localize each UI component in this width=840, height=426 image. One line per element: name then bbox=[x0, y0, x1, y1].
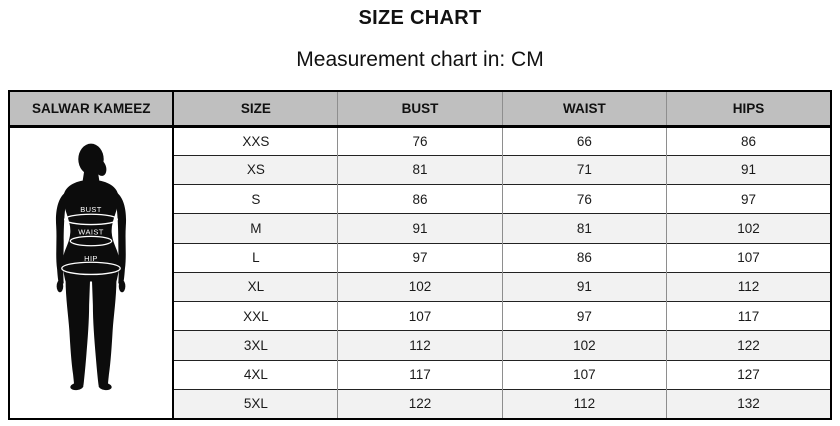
hips-value-cell: 132 bbox=[667, 389, 831, 418]
waist-value-cell: 66 bbox=[502, 126, 666, 155]
hips-value-cell: 117 bbox=[667, 302, 831, 331]
hips-value-cell: 112 bbox=[667, 272, 831, 301]
waist-value-cell: 91 bbox=[502, 272, 666, 301]
hips-value-cell: 91 bbox=[667, 155, 831, 184]
size-cell: M bbox=[173, 214, 337, 243]
size-cell: XXS bbox=[173, 126, 337, 155]
waist-value-cell: 107 bbox=[502, 360, 666, 389]
waist-value-cell: 102 bbox=[502, 331, 666, 360]
hips-value-cell: 107 bbox=[667, 243, 831, 272]
page-title: SIZE CHART bbox=[358, 7, 482, 29]
size-cell: 3XL bbox=[173, 331, 337, 360]
size-cell: S bbox=[173, 185, 337, 214]
bust-value-cell: 86 bbox=[338, 185, 502, 214]
hip-marker-label: HIP bbox=[84, 253, 99, 263]
bust-value-cell: 117 bbox=[338, 360, 502, 389]
hips-value-cell: 97 bbox=[667, 185, 831, 214]
waist-value-cell: 76 bbox=[502, 185, 666, 214]
column-header-size: SIZE bbox=[173, 91, 337, 126]
bust-value-cell: 81 bbox=[338, 155, 502, 184]
hips-value-cell: 102 bbox=[667, 214, 831, 243]
size-cell: XXL bbox=[173, 302, 337, 331]
corner-header-salwar-kameez: SALWAR KAMEEZ bbox=[9, 91, 173, 126]
bust-value-cell: 76 bbox=[338, 126, 502, 155]
waist-value-cell: 81 bbox=[502, 214, 666, 243]
hips-value-cell: 122 bbox=[667, 331, 831, 360]
header-row bbox=[9, 91, 831, 126]
hips-value-cell: 127 bbox=[667, 360, 831, 389]
waist-value-cell: 86 bbox=[502, 243, 666, 272]
waist-value-cell: 97 bbox=[502, 302, 666, 331]
bust-value-cell: 112 bbox=[338, 331, 502, 360]
bust-value-cell: 107 bbox=[338, 302, 502, 331]
size-cell: XS bbox=[173, 155, 337, 184]
waist-marker-label: WAIST bbox=[78, 226, 104, 236]
column-header-bust: BUST bbox=[338, 91, 502, 126]
size-cell: 4XL bbox=[173, 360, 337, 389]
bust-value-cell: 91 bbox=[338, 214, 502, 243]
body-silhouette-figure bbox=[10, 130, 172, 418]
size-cell: XL bbox=[173, 272, 337, 301]
size-chart-table bbox=[8, 90, 832, 420]
bust-marker-label: BUST bbox=[80, 204, 102, 214]
hips-value-cell: 86 bbox=[667, 126, 831, 155]
waist-value-cell: 71 bbox=[502, 155, 666, 184]
size-cell: L bbox=[173, 243, 337, 272]
page-subtitle: Measurement chart in: CM bbox=[296, 48, 544, 71]
bust-value-cell: 122 bbox=[338, 389, 502, 418]
bust-value-cell: 102 bbox=[338, 272, 502, 301]
column-header-hips: HIPS bbox=[667, 91, 831, 126]
bust-value-cell: 97 bbox=[338, 243, 502, 272]
woman-silhouette-graphic bbox=[11, 132, 171, 416]
size-cell: 5XL bbox=[173, 389, 337, 418]
column-header-waist: WAIST bbox=[502, 91, 666, 126]
table-row bbox=[9, 126, 831, 155]
body-silhouette-cell bbox=[9, 126, 173, 419]
waist-value-cell: 112 bbox=[502, 389, 666, 418]
